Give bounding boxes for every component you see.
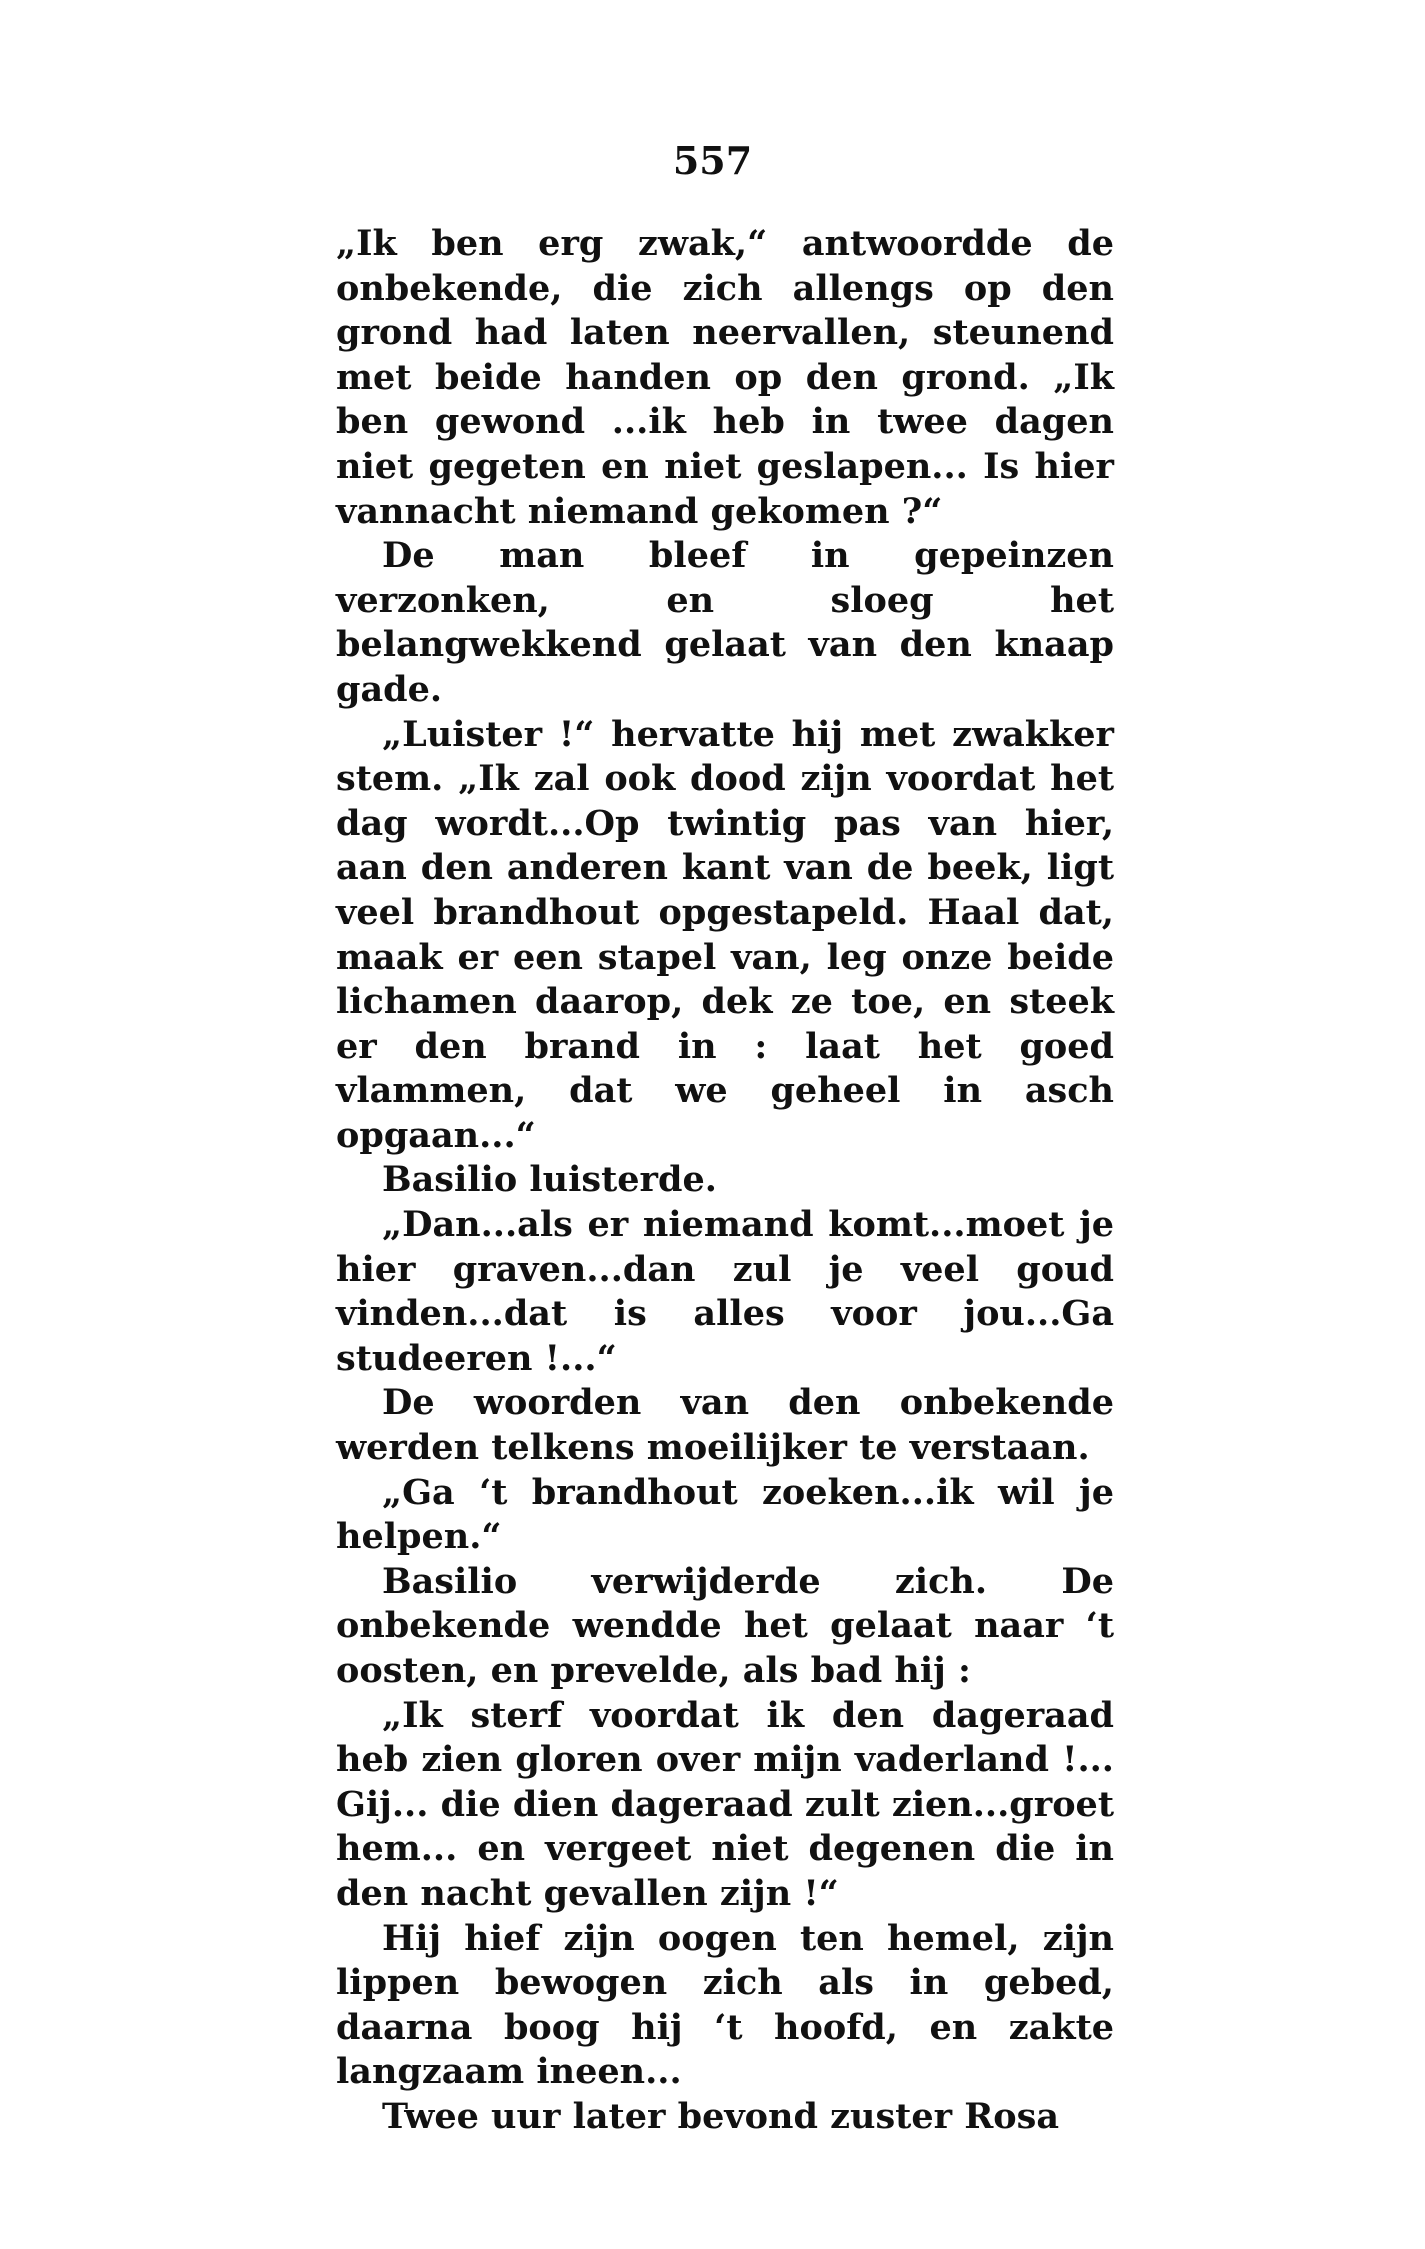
- paragraph: „Ik sterf voordat ik den dageraad heb zien gloren over mijn vaderland !... Gij... die dien dageraad zult zien...groet hem... en vergeet niet degenen die in den nacht gevallen zijn !“: [336, 1694, 1114, 1914]
- paragraph: „Dan...als er niemand komt...moet je hier graven...dan zul je veel goud vinden...dat is alles voor jou...Ga studeeren !...“: [336, 1204, 1114, 1379]
- paragraph: De man bleef in gepeinzen verzonken, en sloeg het belangwekkend gelaat van den knaap gade.: [336, 535, 1114, 710]
- paragraph: Basilio luisterde.: [382, 1159, 717, 1201]
- paragraph: De woorden van den onbekende werden telkens moeilijker te verstaan.: [336, 1382, 1114, 1469]
- body-text: [336, 222, 1114, 2140]
- paragraph: Basilio verwijderde zich. De onbekende wendde het gelaat naar ‘t oosten, en prevelde, als bad hij :: [336, 1560, 1114, 1691]
- page-number: 557: [672, 138, 753, 183]
- paragraph: „Luister !“ hervatte hij met zwakker stem. „Ik zal ook dood zijn voordat het dag wordt...Op twintig pas van hier, aan den anderen kant van de beek, ligt veel brandhout opgestapeld. Haal dat, maak er een stapel van, leg onze beide lichamen daarop, dek ze toe, en steek er den brand in : laat het goed vlammen, dat we geheel in asch opgaan...“: [336, 713, 1114, 1156]
- paragraph: Twee uur later bevond zuster Rosa: [382, 2095, 1060, 2137]
- paragraph: „Ga ‘t brandhout zoeken...ik wil je helpen.“: [336, 1471, 1114, 1558]
- paragraph: Hij hief zijn oogen ten hemel, zijn lippen bewogen zich als in gebed, daarna boog hij ‘t hoofd, en zakte langzaam ineen...: [336, 1917, 1114, 2093]
- paragraph: „Ik ben erg zwak,“ antwoordde de onbekende, die zich allengs op den grond had laten neervallen, steunend met beide handen op den grond. „Ik ben gewond ...ik heb in twee dagen niet gegeten en niet geslapen... Is hier vannacht niemand gekomen ?“: [336, 223, 1114, 532]
